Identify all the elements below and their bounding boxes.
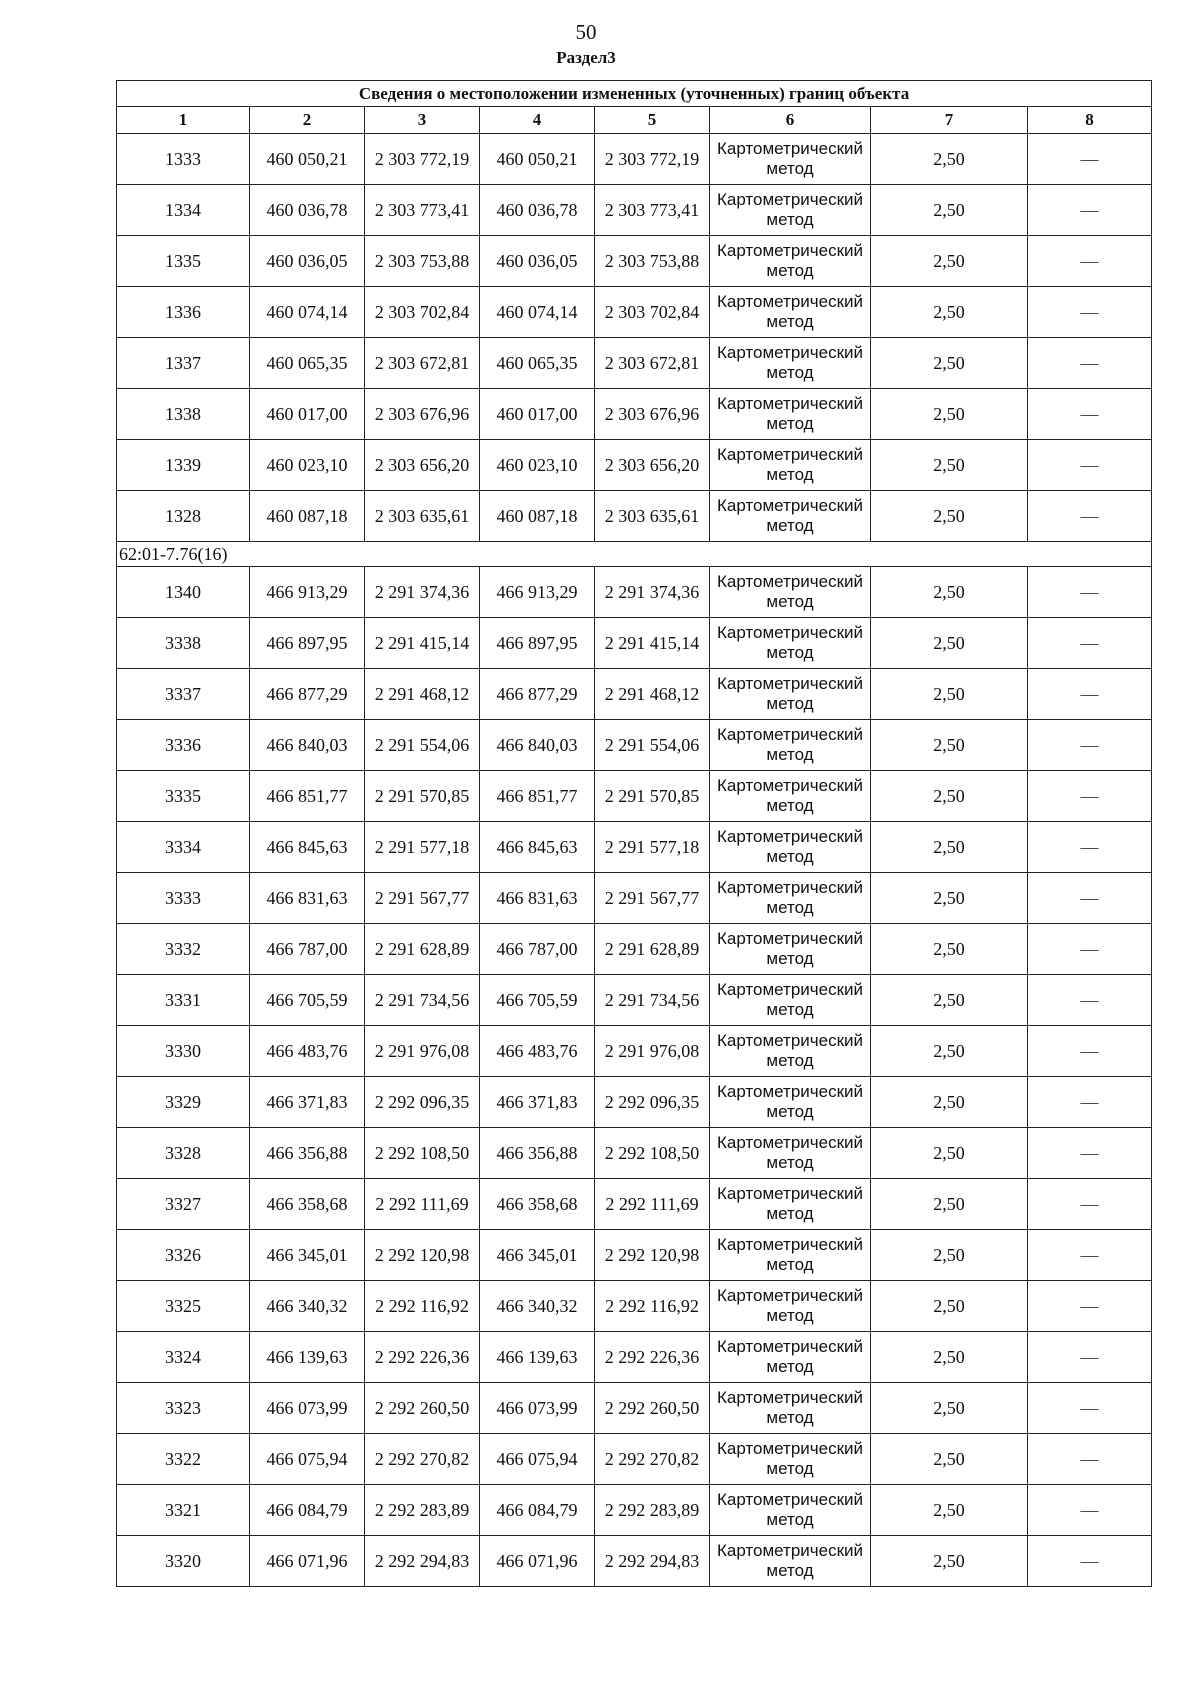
point-number-cell: 3334 — [117, 822, 250, 873]
method-cell: Картометрический метод — [710, 1230, 871, 1281]
accuracy-cell: 2,50 — [871, 338, 1028, 389]
accuracy-cell: 2,50 — [871, 1230, 1028, 1281]
point-number-cell: 3327 — [117, 1179, 250, 1230]
y-new-cell: 2 303 672,81 — [595, 338, 710, 389]
x-old-cell: 466 787,00 — [250, 924, 365, 975]
table-row — [117, 618, 1152, 669]
x-old-cell: 460 023,10 — [250, 440, 365, 491]
accuracy-cell: 2,50 — [871, 771, 1028, 822]
point-number-cell: 3322 — [117, 1434, 250, 1485]
accuracy-cell: 2,50 — [871, 1485, 1028, 1536]
accuracy-cell: 2,50 — [871, 822, 1028, 873]
y-new-cell: 2 292 294,83 — [595, 1536, 710, 1587]
method-cell: Картометрический метод — [710, 287, 871, 338]
table-title-row — [117, 81, 1152, 107]
point-number-cell: 3320 — [117, 1536, 250, 1587]
description-cell: — — [1028, 1128, 1152, 1179]
description-cell: — — [1028, 1179, 1152, 1230]
x-new-cell: 460 036,78 — [480, 185, 595, 236]
table-row — [117, 822, 1152, 873]
description-cell: — — [1028, 491, 1152, 542]
y-old-cell: 2 292 120,98 — [365, 1230, 480, 1281]
x-new-cell: 466 787,00 — [480, 924, 595, 975]
y-new-cell: 2 291 374,36 — [595, 567, 710, 618]
y-old-cell: 2 291 567,77 — [365, 873, 480, 924]
point-number-cell: 3335 — [117, 771, 250, 822]
x-new-cell: 460 074,14 — [480, 287, 595, 338]
x-new-cell: 460 087,18 — [480, 491, 595, 542]
y-old-cell: 2 303 635,61 — [365, 491, 480, 542]
table-row — [117, 567, 1152, 618]
y-new-cell: 2 291 734,56 — [595, 975, 710, 1026]
table-row — [117, 1485, 1152, 1536]
point-number-cell: 3323 — [117, 1383, 250, 1434]
y-old-cell: 2 291 976,08 — [365, 1026, 480, 1077]
accuracy-cell: 2,50 — [871, 873, 1028, 924]
table-row — [117, 236, 1152, 287]
description-cell: — — [1028, 1077, 1152, 1128]
x-old-cell: 466 345,01 — [250, 1230, 365, 1281]
y-new-cell: 2 291 554,06 — [595, 720, 710, 771]
table-title: Сведения о местоположении измененных (уточненных) границ объекта — [117, 81, 1152, 107]
description-cell: — — [1028, 618, 1152, 669]
x-new-cell: 466 340,32 — [480, 1281, 595, 1332]
method-cell: Картометрический метод — [710, 1536, 871, 1587]
table-row — [117, 287, 1152, 338]
y-old-cell: 2 303 702,84 — [365, 287, 480, 338]
accuracy-cell: 2,50 — [871, 975, 1028, 1026]
section-title: Раздел3 — [556, 48, 616, 67]
y-new-cell: 2 303 773,41 — [595, 185, 710, 236]
accuracy-cell: 2,50 — [871, 1536, 1028, 1587]
table-row — [117, 1179, 1152, 1230]
method-cell: Картометрический метод — [710, 771, 871, 822]
x-old-cell: 460 087,18 — [250, 491, 365, 542]
y-old-cell: 2 292 226,36 — [365, 1332, 480, 1383]
column-header: 4 — [480, 107, 595, 134]
y-old-cell: 2 303 672,81 — [365, 338, 480, 389]
x-old-cell: 466 139,63 — [250, 1332, 365, 1383]
y-old-cell: 2 291 570,85 — [365, 771, 480, 822]
y-old-cell: 2 303 773,41 — [365, 185, 480, 236]
x-old-cell: 466 705,59 — [250, 975, 365, 1026]
description-cell: — — [1028, 185, 1152, 236]
y-new-cell: 2 292 111,69 — [595, 1179, 710, 1230]
point-number-cell: 1334 — [117, 185, 250, 236]
point-number-cell: 3337 — [117, 669, 250, 720]
x-old-cell: 466 851,77 — [250, 771, 365, 822]
y-new-cell: 2 291 415,14 — [595, 618, 710, 669]
method-cell: Картометрический метод — [710, 236, 871, 287]
accuracy-cell: 2,50 — [871, 924, 1028, 975]
y-old-cell: 2 292 294,83 — [365, 1536, 480, 1587]
point-number-cell: 3330 — [117, 1026, 250, 1077]
column-header: 7 — [871, 107, 1028, 134]
x-new-cell: 466 358,68 — [480, 1179, 595, 1230]
accuracy-cell: 2,50 — [871, 440, 1028, 491]
description-cell: — — [1028, 822, 1152, 873]
table-row — [117, 1332, 1152, 1383]
point-number-cell: 1333 — [117, 134, 250, 185]
method-cell: Картометрический метод — [710, 975, 871, 1026]
y-old-cell: 2 291 577,18 — [365, 822, 480, 873]
x-new-cell: 466 840,03 — [480, 720, 595, 771]
description-cell: — — [1028, 389, 1152, 440]
accuracy-cell: 2,50 — [871, 669, 1028, 720]
y-old-cell: 2 292 096,35 — [365, 1077, 480, 1128]
y-new-cell: 2 303 753,88 — [595, 236, 710, 287]
description-cell: — — [1028, 975, 1152, 1026]
table-row — [117, 134, 1152, 185]
table-row — [117, 1230, 1152, 1281]
accuracy-cell: 2,50 — [871, 1077, 1028, 1128]
description-cell: — — [1028, 1536, 1152, 1587]
y-old-cell: 2 303 772,19 — [365, 134, 480, 185]
column-header: 5 — [595, 107, 710, 134]
y-old-cell: 2 291 374,36 — [365, 567, 480, 618]
x-old-cell: 466 356,88 — [250, 1128, 365, 1179]
y-new-cell: 2 292 096,35 — [595, 1077, 710, 1128]
y-new-cell: 2 291 570,85 — [595, 771, 710, 822]
y-new-cell: 2 303 676,96 — [595, 389, 710, 440]
table-row — [117, 389, 1152, 440]
description-cell: — — [1028, 287, 1152, 338]
y-old-cell: 2 291 554,06 — [365, 720, 480, 771]
accuracy-cell: 2,50 — [871, 1383, 1028, 1434]
x-new-cell: 466 075,94 — [480, 1434, 595, 1485]
point-number-cell: 3331 — [117, 975, 250, 1026]
x-new-cell: 466 356,88 — [480, 1128, 595, 1179]
x-old-cell: 460 036,78 — [250, 185, 365, 236]
point-number-cell: 1336 — [117, 287, 250, 338]
method-cell: Картометрический метод — [710, 1077, 871, 1128]
y-new-cell: 2 291 628,89 — [595, 924, 710, 975]
method-cell: Картометрический метод — [710, 1434, 871, 1485]
description-cell: — — [1028, 134, 1152, 185]
description-cell: — — [1028, 924, 1152, 975]
description-cell: — — [1028, 771, 1152, 822]
x-new-cell: 466 345,01 — [480, 1230, 595, 1281]
description-cell: — — [1028, 236, 1152, 287]
x-old-cell: 466 831,63 — [250, 873, 365, 924]
point-number-cell: 3321 — [117, 1485, 250, 1536]
method-cell: Картометрический метод — [710, 669, 871, 720]
point-number-cell: 1339 — [117, 440, 250, 491]
x-new-cell: 466 877,29 — [480, 669, 595, 720]
x-new-cell: 466 139,63 — [480, 1332, 595, 1383]
point-number-cell: 3324 — [117, 1332, 250, 1383]
description-cell: — — [1028, 1383, 1152, 1434]
x-new-cell: 460 065,35 — [480, 338, 595, 389]
method-cell: Картометрический метод — [710, 924, 871, 975]
description-cell: — — [1028, 873, 1152, 924]
group-row — [117, 542, 1152, 567]
point-number-cell: 3326 — [117, 1230, 250, 1281]
y-old-cell: 2 292 283,89 — [365, 1485, 480, 1536]
x-old-cell: 466 913,29 — [250, 567, 365, 618]
description-cell: — — [1028, 1026, 1152, 1077]
accuracy-cell: 2,50 — [871, 134, 1028, 185]
x-new-cell: 466 483,76 — [480, 1026, 595, 1077]
column-header: 1 — [117, 107, 250, 134]
description-cell: — — [1028, 338, 1152, 389]
x-old-cell: 466 897,95 — [250, 618, 365, 669]
y-new-cell: 2 292 116,92 — [595, 1281, 710, 1332]
y-old-cell: 2 303 656,20 — [365, 440, 480, 491]
column-header: 6 — [710, 107, 871, 134]
method-cell: Картометрический метод — [710, 185, 871, 236]
x-old-cell: 466 358,68 — [250, 1179, 365, 1230]
x-new-cell: 466 831,63 — [480, 873, 595, 924]
method-cell: Картометрический метод — [710, 873, 871, 924]
accuracy-cell: 2,50 — [871, 1434, 1028, 1485]
method-cell: Картометрический метод — [710, 134, 871, 185]
table-row — [117, 185, 1152, 236]
group-label: 62:01-7.76(16) — [117, 542, 1152, 567]
x-new-cell: 460 017,00 — [480, 389, 595, 440]
accuracy-cell: 2,50 — [871, 287, 1028, 338]
x-new-cell: 460 023,10 — [480, 440, 595, 491]
column-header: 3 — [365, 107, 480, 134]
y-new-cell: 2 291 468,12 — [595, 669, 710, 720]
method-cell: Картометрический метод — [710, 338, 871, 389]
table-row — [117, 1026, 1152, 1077]
description-cell: — — [1028, 1485, 1152, 1536]
y-new-cell: 2 292 270,82 — [595, 1434, 710, 1485]
method-cell: Картометрический метод — [710, 1026, 871, 1077]
point-number-cell: 3325 — [117, 1281, 250, 1332]
description-cell: — — [1028, 440, 1152, 491]
x-old-cell: 466 075,94 — [250, 1434, 365, 1485]
table-row — [117, 338, 1152, 389]
table-row — [117, 720, 1152, 771]
y-new-cell: 2 291 976,08 — [595, 1026, 710, 1077]
accuracy-cell: 2,50 — [871, 1128, 1028, 1179]
y-new-cell: 2 292 283,89 — [595, 1485, 710, 1536]
table-row — [117, 873, 1152, 924]
description-cell: — — [1028, 669, 1152, 720]
x-new-cell: 466 705,59 — [480, 975, 595, 1026]
point-number-cell: 3336 — [117, 720, 250, 771]
description-cell: — — [1028, 1434, 1152, 1485]
method-cell: Картометрический метод — [710, 567, 871, 618]
method-cell: Картометрический метод — [710, 389, 871, 440]
method-cell: Картометрический метод — [710, 491, 871, 542]
description-cell: — — [1028, 1281, 1152, 1332]
accuracy-cell: 2,50 — [871, 1281, 1028, 1332]
x-old-cell: 460 036,05 — [250, 236, 365, 287]
table-row — [117, 924, 1152, 975]
table-row — [117, 975, 1152, 1026]
accuracy-cell: 2,50 — [871, 1332, 1028, 1383]
x-old-cell: 466 877,29 — [250, 669, 365, 720]
description-cell: — — [1028, 1332, 1152, 1383]
y-old-cell: 2 303 753,88 — [365, 236, 480, 287]
table-row — [117, 1536, 1152, 1587]
table-row — [117, 1281, 1152, 1332]
point-number-cell: 3332 — [117, 924, 250, 975]
point-number-cell: 1340 — [117, 567, 250, 618]
point-number-cell: 1337 — [117, 338, 250, 389]
point-number-cell: 3333 — [117, 873, 250, 924]
x-new-cell: 466 845,63 — [480, 822, 595, 873]
y-old-cell: 2 291 734,56 — [365, 975, 480, 1026]
point-number-cell: 1328 — [117, 491, 250, 542]
accuracy-cell: 2,50 — [871, 567, 1028, 618]
table-row — [117, 440, 1152, 491]
method-cell: Картометрический метод — [710, 1179, 871, 1230]
method-cell: Картометрический метод — [710, 618, 871, 669]
accuracy-cell: 2,50 — [871, 236, 1028, 287]
x-old-cell: 466 071,96 — [250, 1536, 365, 1587]
accuracy-cell: 2,50 — [871, 720, 1028, 771]
method-cell: Картометрический метод — [710, 1332, 871, 1383]
y-old-cell: 2 292 108,50 — [365, 1128, 480, 1179]
x-new-cell: 460 036,05 — [480, 236, 595, 287]
method-cell: Картометрический метод — [710, 440, 871, 491]
y-old-cell: 2 291 415,14 — [365, 618, 480, 669]
y-new-cell: 2 291 577,18 — [595, 822, 710, 873]
accuracy-cell: 2,50 — [871, 1026, 1028, 1077]
table-row — [117, 771, 1152, 822]
method-cell: Картометрический метод — [710, 1383, 871, 1434]
table-row — [117, 1434, 1152, 1485]
method-cell: Картометрический метод — [710, 720, 871, 771]
x-old-cell: 466 073,99 — [250, 1383, 365, 1434]
description-cell: — — [1028, 720, 1152, 771]
point-number-cell: 3338 — [117, 618, 250, 669]
point-number-cell: 3329 — [117, 1077, 250, 1128]
y-old-cell: 2 292 116,92 — [365, 1281, 480, 1332]
y-new-cell: 2 292 260,50 — [595, 1383, 710, 1434]
accuracy-cell: 2,50 — [871, 389, 1028, 440]
x-old-cell: 466 340,32 — [250, 1281, 365, 1332]
method-cell: Картометрический метод — [710, 1128, 871, 1179]
y-old-cell: 2 303 676,96 — [365, 389, 480, 440]
column-header: 2 — [250, 107, 365, 134]
x-old-cell: 460 065,35 — [250, 338, 365, 389]
column-header: 8 — [1028, 107, 1152, 134]
description-cell: — — [1028, 567, 1152, 618]
table-row — [117, 669, 1152, 720]
accuracy-cell: 2,50 — [871, 491, 1028, 542]
accuracy-cell: 2,50 — [871, 185, 1028, 236]
method-cell: Картометрический метод — [710, 1485, 871, 1536]
description-cell: — — [1028, 1230, 1152, 1281]
method-cell: Картометрический метод — [710, 1281, 871, 1332]
x-old-cell: 460 074,14 — [250, 287, 365, 338]
y-new-cell: 2 292 108,50 — [595, 1128, 710, 1179]
accuracy-cell: 2,50 — [871, 1179, 1028, 1230]
point-number-cell: 3328 — [117, 1128, 250, 1179]
y-old-cell: 2 292 270,82 — [365, 1434, 480, 1485]
x-old-cell: 466 483,76 — [250, 1026, 365, 1077]
y-old-cell: 2 292 111,69 — [365, 1179, 480, 1230]
table-row — [117, 1077, 1152, 1128]
x-old-cell: 466 371,83 — [250, 1077, 365, 1128]
boundary-coordinates-table — [116, 80, 1152, 1587]
table-header-row — [117, 107, 1152, 134]
x-new-cell: 466 371,83 — [480, 1077, 595, 1128]
table-row — [117, 1128, 1152, 1179]
y-new-cell: 2 291 567,77 — [595, 873, 710, 924]
x-old-cell: 466 840,03 — [250, 720, 365, 771]
x-new-cell: 466 073,99 — [480, 1383, 595, 1434]
x-new-cell: 466 071,96 — [480, 1536, 595, 1587]
accuracy-cell: 2,50 — [871, 618, 1028, 669]
x-new-cell: 460 050,21 — [480, 134, 595, 185]
x-old-cell: 466 845,63 — [250, 822, 365, 873]
y-old-cell: 2 292 260,50 — [365, 1383, 480, 1434]
y-new-cell: 2 303 635,61 — [595, 491, 710, 542]
x-new-cell: 466 913,29 — [480, 567, 595, 618]
y-new-cell: 2 303 772,19 — [595, 134, 710, 185]
x-new-cell: 466 851,77 — [480, 771, 595, 822]
method-cell: Картометрический метод — [710, 822, 871, 873]
table-row — [117, 491, 1152, 542]
x-old-cell: 460 050,21 — [250, 134, 365, 185]
y-new-cell: 2 292 226,36 — [595, 1332, 710, 1383]
y-old-cell: 2 291 628,89 — [365, 924, 480, 975]
table-row — [117, 1383, 1152, 1434]
x-old-cell: 466 084,79 — [250, 1485, 365, 1536]
y-new-cell: 2 303 702,84 — [595, 287, 710, 338]
x-new-cell: 466 897,95 — [480, 618, 595, 669]
page-number: 50 — [575, 20, 597, 44]
point-number-cell: 1338 — [117, 389, 250, 440]
x-old-cell: 460 017,00 — [250, 389, 365, 440]
x-new-cell: 466 084,79 — [480, 1485, 595, 1536]
y-new-cell: 2 292 120,98 — [595, 1230, 710, 1281]
point-number-cell: 1335 — [117, 236, 250, 287]
y-old-cell: 2 291 468,12 — [365, 669, 480, 720]
y-new-cell: 2 303 656,20 — [595, 440, 710, 491]
